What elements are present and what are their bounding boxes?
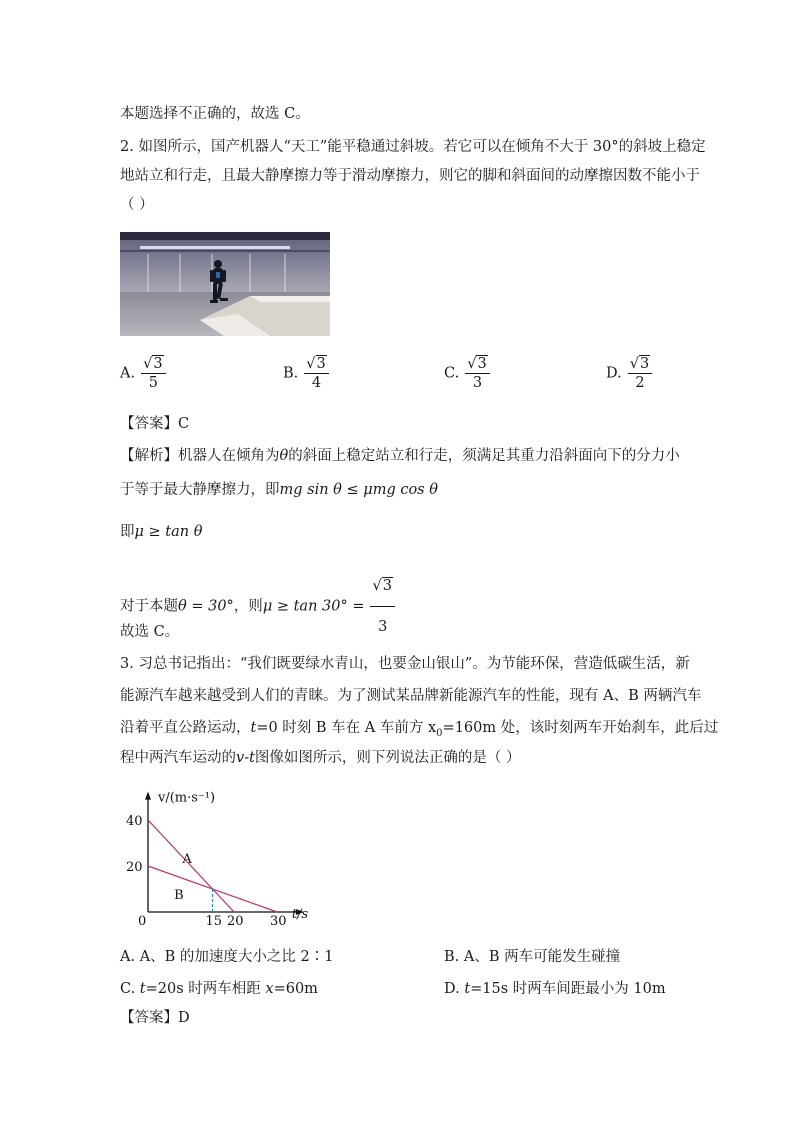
q3-option-b[interactable]: B. A、B 两车可能发生碰撞 [444,949,621,965]
x-axis-label: t/s [291,907,309,922]
option-label: B. [283,365,299,382]
x-tick-label: 15 [205,914,223,929]
question-2-line-2: 地站立和行走，且最大静摩擦力等于滑动摩擦力，则它的脚和斜面间的动摩擦因数不能小于 [120,168,700,184]
answer-3: 【答案】D [120,1010,190,1026]
question-3-line-2: 能源汽车越来越受到人们的青睐。为了测试某品牌新能源汽车的性能，现有 A、B 两辆汽车 [120,688,702,704]
fraction: $\frac{√3}{2}$ [628,356,652,391]
option-label: A. [120,365,136,382]
answer-2: 【答案】C [120,416,190,432]
prev-answer-line: 本题选择不正确的，故选 C。 [120,106,310,122]
analysis-2-line-1: 【解析】机器人在倾角为θ的斜面上稳定站立和行走，须满足其重力沿斜面向下的分力小 [120,448,680,464]
question-3-line-4: 程中两汽车运动的v-t图像如图所示，则下列说法正确的是（ ） [120,750,521,766]
y-tick-label: 40 [126,814,143,829]
series-label-a: A [182,851,192,867]
fraction: $\frac{√3}{5}$ [141,356,165,391]
vt-graph [120,782,310,936]
analysis-2-line-3: 即μ ≥ tan θ [120,524,203,540]
fraction: $\frac{√3}{3}$ [465,356,489,391]
y-axis-label: v/(m·s⁻¹) [158,790,216,806]
q3-option-d[interactable]: D. t=15s 时两车间距最小为 10m [444,981,666,997]
q2-option-d[interactable] [606,356,652,391]
question-2-line-1: 2. 如图所示，国产机器人“天工”能平稳通过斜坡。若它可以在倾角不大于 30°的斜坡上稳定 [120,139,706,155]
analysis-2-line-4: 对于本题θ = 30°，则μ ≥ tan 30° = $\frac{√3}{3}$ [120,567,395,646]
series-label-b: B [174,887,184,903]
q3-option-a[interactable]: A. A、B 的加速度大小之比 2∶1 [120,949,334,965]
x-tick-label: 30 [270,914,287,929]
q2-option-b[interactable] [283,356,329,391]
fraction: $\frac{√3}{4}$ [304,356,328,391]
origin-label: 0 [138,914,147,929]
x-tick-label: 20 [227,914,244,929]
robot-photo [120,232,330,336]
y-axis-arrow [145,792,151,800]
q2-option-a[interactable] [120,356,166,391]
y-tick-label: 20 [126,860,143,875]
fraction: $\frac{√3}{3}$ [370,567,394,646]
question-3-line-3: 沿着平直公路运动，t=0 时刻 B 车在 A 车前方 $x_0=160m$ 处，该时刻两车开始刹车，此后过 [120,720,719,739]
q2-option-c[interactable] [444,356,490,391]
question-2-line-3: （ ） [120,197,154,213]
question-3-line-1: 3. 习总书记指出：“我们既要绿水青山，也要金山银山”。为节能环保，营造低碳生活，新 [120,656,690,672]
analysis-2-conclusion: 故选 C。 [120,624,180,640]
analysis-2-line-2: 于等于最大静摩擦力，即mg sin θ ≤ μmg cos θ [120,482,438,498]
option-label: D. [606,365,622,382]
q3-option-c[interactable]: C. t=20s 时两车相距 x=60m [120,981,318,997]
option-label: C. [444,365,460,382]
